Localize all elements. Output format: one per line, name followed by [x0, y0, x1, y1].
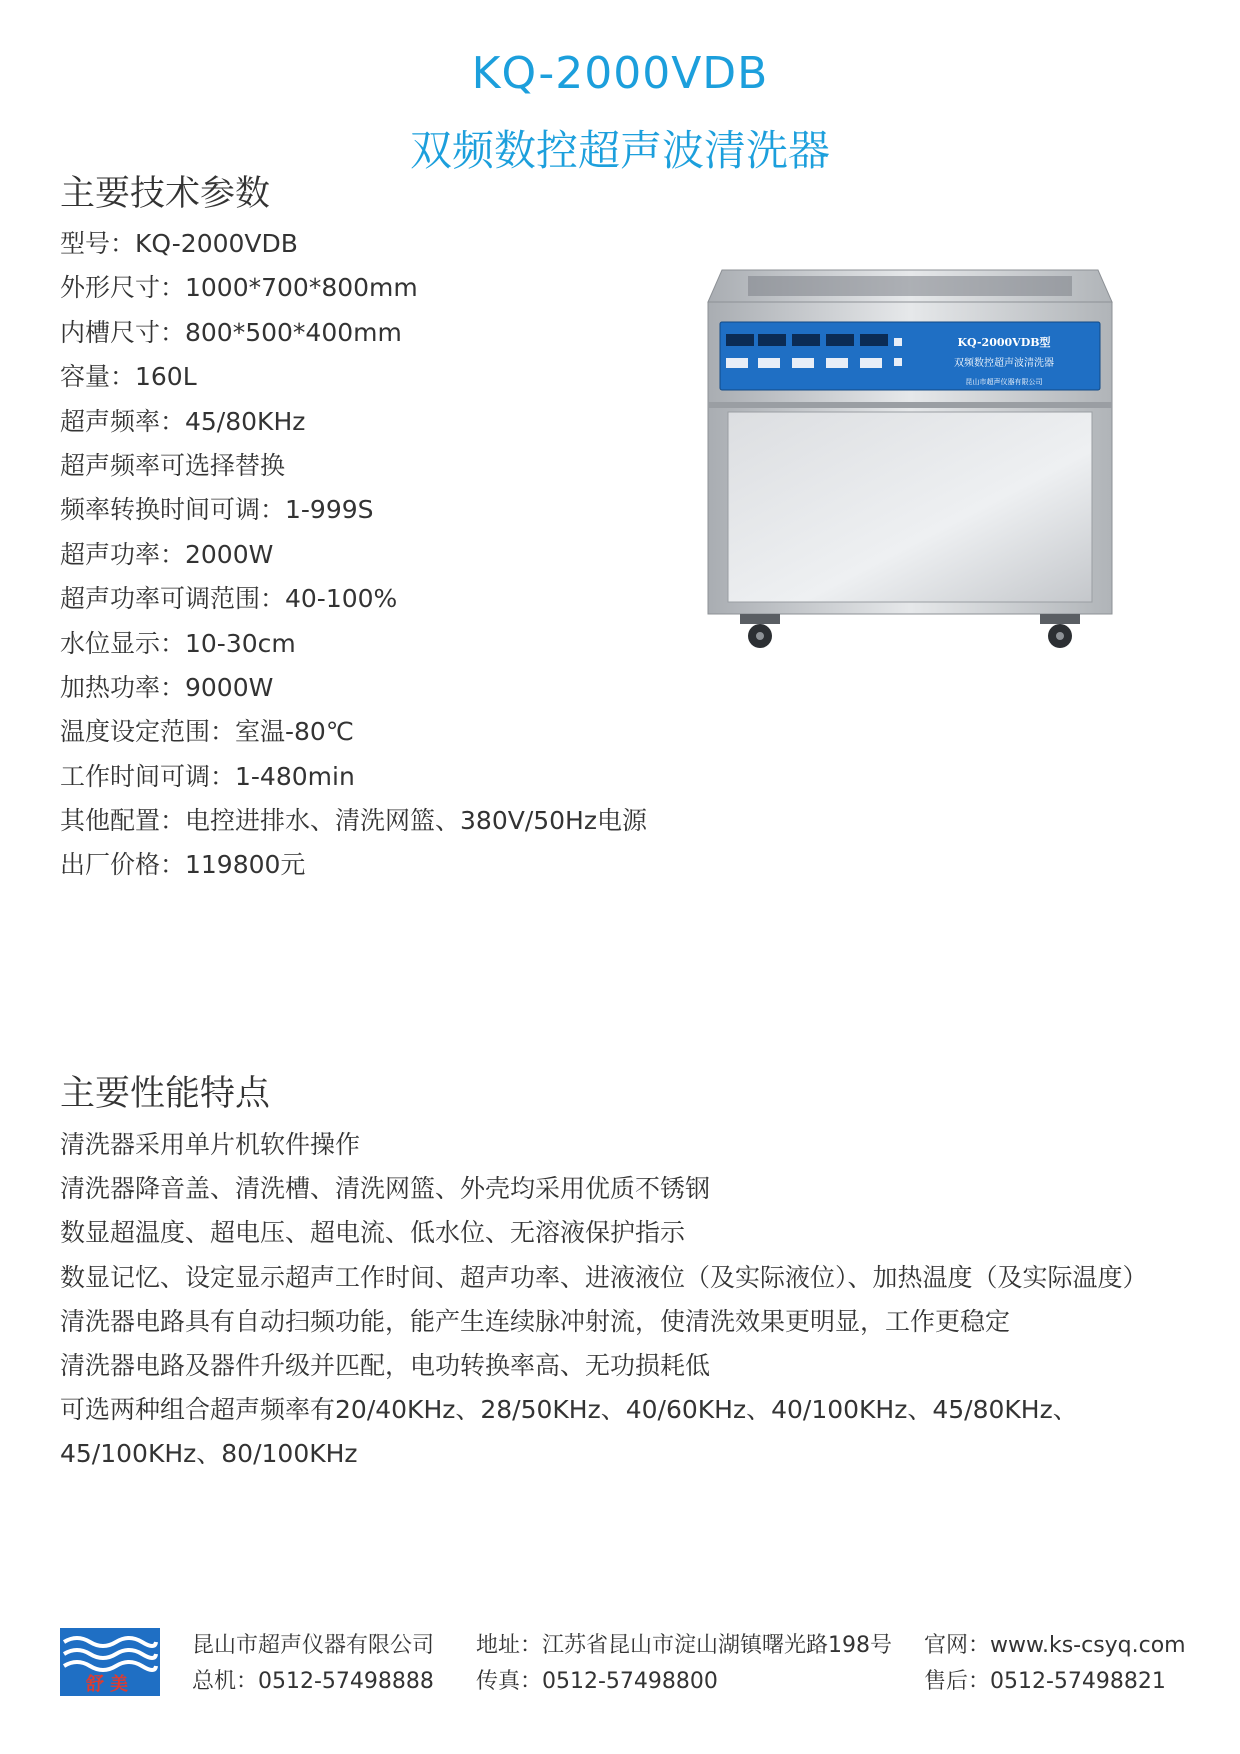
panel-company-label: 昆山市超声仪器有限公司: [965, 378, 1043, 386]
product-image: [700, 262, 1120, 662]
footer-website[interactable]: 官网：www.ks-csyq.com: [924, 1633, 1186, 1658]
footer: [0, 1628, 1240, 1698]
footer-after-sales: 售后：0512-57498821: [924, 1669, 1166, 1694]
features-list: [60, 1123, 1148, 1477]
feature-item: 可选两种组合超声频率有20/40KHz、28/50KHz、40/60KHz、40/100KHz、45/80KHz、: [60, 1395, 1078, 1425]
feature-item: 45/100KHz、80/100KHz: [60, 1439, 358, 1469]
features-heading: 主要性能特点: [60, 1074, 271, 1114]
feature-item: 清洗器降音盖、清洗槽、清洗网篮、外壳均采用优质不锈钢: [60, 1174, 711, 1204]
panel-name-label: 双频数控超声波清洗器: [954, 358, 1054, 369]
spec-item: 频率转换时间可调：1-999S: [60, 495, 374, 525]
feature-item: 清洗器电路具有自动扫频功能，能产生连续脉冲射流，使清洗效果更明显，工作更稳定: [60, 1306, 1011, 1336]
footer-company-col: [192, 1628, 434, 1700]
spec-item: 加热功率：9000W: [60, 672, 274, 702]
spec-item: 型号：KQ-2000VDB: [60, 229, 298, 258]
spec-item: 超声频率：45/80KHz: [60, 406, 306, 436]
footer-address: 地址：江苏省昆山市淀山湖镇曙光路198号: [476, 1633, 892, 1658]
company-logo: [60, 1628, 160, 1696]
feature-item: 数显超温度、超电压、超电流、低水位、无溶液保护指示: [60, 1218, 686, 1248]
spec-item: 内槽尺寸：800*500*400mm: [60, 317, 402, 347]
feature-item: 数显记忆、设定显示超声工作时间、超声功率、进液液位（及实际液位）、加热温度（及实际温度）: [60, 1262, 1148, 1292]
feature-item: 清洗器电路及器件升级并匹配，电功转换率高、无功损耗低: [60, 1350, 711, 1380]
specs-heading: 主要技术参数: [60, 174, 271, 214]
footer-address-col: [476, 1628, 892, 1700]
product-name-title: 双频数控超声波清洗器: [409, 126, 830, 175]
spec-item: 其他配置：电控进排水、清洗网篮、380V/50Hz电源: [60, 806, 647, 836]
spec-item: 超声功率可调范围：40-100%: [60, 584, 398, 614]
footer-phone: 总机：0512-57498888: [192, 1669, 434, 1694]
spec-item: 温度设定范围：室温-80℃: [60, 717, 354, 747]
spec-item: 水位显示：10-30cm: [60, 628, 296, 658]
spec-item: 工作时间可调：1-480min: [60, 761, 355, 791]
footer-fax: 传真：0512-57498800: [476, 1669, 718, 1694]
spec-item: 超声功率：2000W: [60, 539, 274, 569]
footer-web-col: [924, 1628, 1186, 1700]
feature-item: 清洗器采用单片机软件操作: [60, 1130, 361, 1159]
spec-item: 外形尺寸：1000*700*800mm: [60, 273, 418, 303]
spec-item: 出厂价格：119800元: [60, 850, 306, 880]
logo-text: 舒美: [86, 1674, 134, 1695]
panel-model-label: KQ-2000VDB型: [957, 336, 1051, 349]
footer-company: 昆山市超声仪器有限公司: [192, 1633, 435, 1658]
spec-item: 容量：160L: [60, 362, 197, 392]
product-model-title: KQ-2000VDB: [471, 48, 769, 99]
spec-item: 超声频率可选择替换: [60, 450, 286, 480]
specs-list: [60, 222, 647, 888]
